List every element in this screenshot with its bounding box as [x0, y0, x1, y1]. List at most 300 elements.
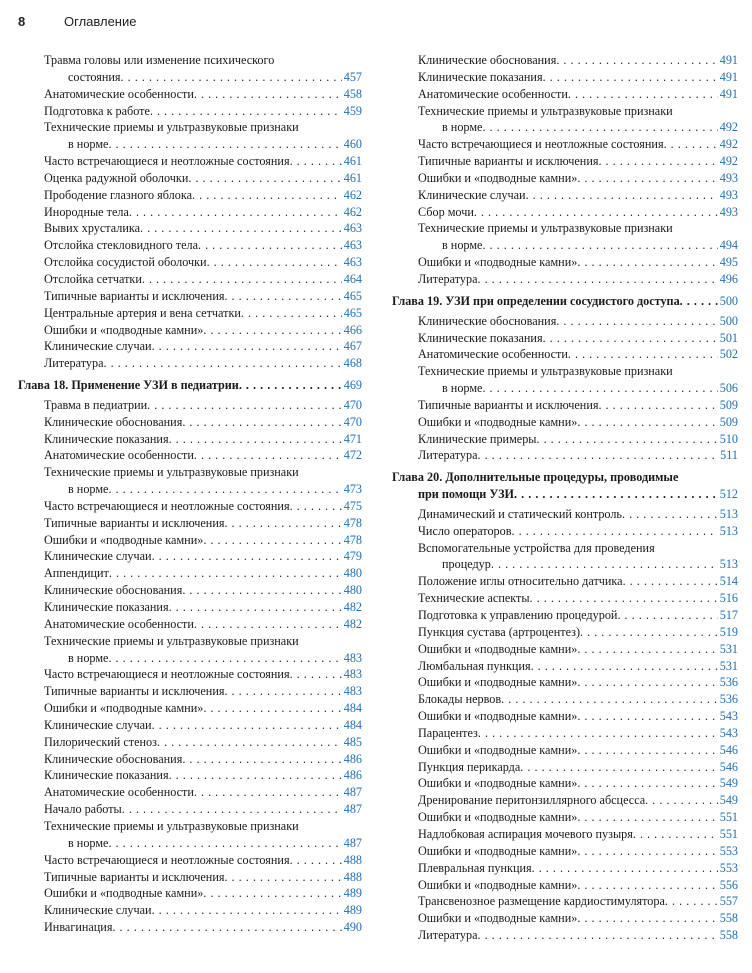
toc-entry[interactable] [18, 305, 362, 322]
toc-entry[interactable] [392, 397, 738, 414]
dot-leader [224, 515, 341, 532]
toc-page-link[interactable]: 501 [719, 330, 738, 345]
dot-leader [207, 254, 342, 271]
toc-entry-title-line: Вспомогательные устройства для проведения [418, 540, 655, 555]
toc-page-link[interactable]: 459 [343, 103, 362, 118]
toc-page-link[interactable]: 553 [719, 860, 738, 875]
toc-page-link[interactable]: 514 [719, 574, 738, 589]
toc-entry[interactable] [392, 691, 738, 708]
toc-entry[interactable] [18, 254, 362, 271]
toc-entry[interactable] [18, 717, 362, 734]
toc-page-link[interactable]: 479 [343, 549, 362, 564]
toc-page-link[interactable]: 502 [719, 347, 738, 362]
toc-entry[interactable] [18, 700, 362, 717]
toc-entry[interactable] [18, 565, 362, 582]
toc-page-link[interactable]: 491 [719, 69, 738, 84]
dot-leader [152, 717, 342, 734]
dot-leader [491, 556, 718, 573]
dot-leader [290, 666, 342, 683]
dot-leader [622, 506, 718, 523]
toc-entry[interactable] [18, 751, 362, 768]
toc-entry[interactable] [18, 355, 362, 372]
toc-page-link[interactable]: 483 [343, 667, 362, 682]
toc-entry[interactable] [392, 414, 738, 431]
toc-page-link[interactable]: 531 [719, 641, 738, 656]
toc-entry[interactable] [18, 119, 362, 153]
toc-page-link[interactable]: 465 [343, 305, 362, 320]
toc-page-link[interactable]: 462 [343, 204, 362, 219]
toc-page-link[interactable]: 546 [719, 759, 738, 774]
toc-entry[interactable] [18, 666, 362, 683]
toc-page-link[interactable]: 487 [343, 835, 362, 850]
toc-entry-title: в норме [442, 381, 483, 396]
toc-page-link[interactable]: 470 [343, 397, 362, 412]
toc-entry-title: в норме [68, 835, 109, 850]
toc-entry-title: Типичные варианты и исключения [418, 397, 599, 412]
toc-entry[interactable] [18, 885, 362, 902]
toc-entry-title: Часто встречающиеся и неотложные состояния [44, 154, 290, 169]
dot-leader [665, 893, 718, 910]
toc-entry-title: Отслойка сосудистой оболочки [44, 255, 207, 270]
toc-page-link[interactable]: 473 [343, 482, 362, 497]
toc-entry-title: в норме [68, 650, 109, 665]
toc-entry[interactable] [392, 792, 738, 809]
toc-entry[interactable] [392, 170, 738, 187]
toc-entry[interactable] [392, 313, 738, 330]
dot-leader [577, 170, 717, 187]
toc-entry[interactable] [392, 809, 738, 826]
toc-entry[interactable] [392, 708, 738, 725]
page-title: Оглавление [64, 13, 137, 29]
toc-entry-title: Ошибки и «подводные камни» [418, 414, 578, 429]
dot-leader [680, 293, 718, 310]
toc-page-link[interactable]: 511 [720, 448, 738, 463]
dot-leader [290, 498, 342, 515]
toc-entry[interactable] [18, 414, 362, 431]
toc-entry-title: Технические аспекты [418, 591, 530, 606]
toc-entry[interactable] [18, 784, 362, 801]
toc-entry-title: Число операторов [418, 523, 512, 538]
dot-leader [478, 725, 718, 742]
toc-entry-title: Надлобковая аспирация мочевого пузыря [418, 826, 633, 841]
toc-entry-title: Блокады нервов [418, 692, 502, 707]
toc-entry[interactable] [392, 187, 738, 204]
toc-entry[interactable] [18, 322, 362, 339]
dot-leader [290, 852, 342, 869]
toc-page-link[interactable]: 467 [343, 339, 362, 354]
toc-page-link[interactable]: 462 [343, 187, 362, 202]
toc-page-link[interactable]: 484 [343, 717, 362, 732]
toc-entry[interactable] [392, 431, 738, 448]
toc-page-link[interactable]: 490 [343, 920, 362, 935]
toc-entry[interactable] [392, 658, 738, 675]
toc-entry[interactable] [18, 498, 362, 515]
toc-page-link[interactable]: 491 [719, 86, 738, 101]
toc-entry-title-line: Технические приемы и ультразвуковые признаки [44, 465, 299, 480]
toc-page-link[interactable]: 463 [343, 221, 362, 236]
toc-entry-title: Прободение глазного яблока [44, 187, 193, 202]
toc-page-link[interactable]: 493 [719, 170, 738, 185]
dot-leader [633, 826, 718, 843]
toc-page-link[interactable]: 536 [719, 692, 738, 707]
toc-page-link[interactable]: 549 [719, 793, 738, 808]
toc-page-link[interactable]: 516 [719, 591, 738, 606]
toc-entry-title: Начало работы [44, 802, 122, 817]
dot-leader [556, 313, 717, 330]
dot-leader [543, 69, 718, 86]
toc-entry-title: в норме [442, 120, 483, 135]
toc-entry-title: Литература [418, 928, 478, 943]
dot-leader [108, 650, 341, 667]
toc-entry[interactable] [18, 187, 362, 204]
toc-page-link[interactable]: 487 [343, 802, 362, 817]
dot-leader [482, 119, 717, 136]
dot-leader [617, 607, 717, 624]
toc-entry[interactable] [18, 902, 362, 919]
toc-entry[interactable] [18, 548, 362, 565]
dot-leader [142, 271, 342, 288]
toc-page-link[interactable]: 475 [343, 498, 362, 513]
toc-page-link[interactable]: 551 [719, 810, 738, 825]
toc-page-link[interactable]: 519 [719, 624, 738, 639]
dot-leader [203, 885, 341, 902]
toc-entry[interactable] [18, 52, 362, 86]
dot-leader [108, 835, 341, 852]
toc-page-link[interactable]: 557 [719, 894, 738, 909]
toc-entry-title: Клинические показания [418, 330, 543, 345]
toc-page-link[interactable]: 487 [343, 785, 362, 800]
toc-page-link[interactable]: 461 [343, 154, 362, 169]
toc-page-link[interactable]: 517 [719, 608, 738, 622]
toc-entry[interactable] [392, 103, 738, 137]
dot-leader [169, 767, 342, 784]
toc-entry-title: Ошибки и «подводные камни» [418, 675, 578, 690]
dot-leader [182, 582, 341, 599]
toc-entry[interactable] [392, 759, 738, 776]
toc-page-link[interactable]: 483 [343, 684, 362, 699]
toc-page-link[interactable]: 496 [719, 271, 738, 286]
toc-entry-title-line: Технические приемы и ультразвуковые признаки [418, 364, 673, 379]
dot-leader [531, 658, 718, 675]
toc-entry[interactable] [18, 431, 362, 448]
toc-page-link[interactable]: 506 [719, 381, 738, 396]
toc-entry-title: в норме [68, 482, 109, 497]
toc-entry[interactable] [18, 447, 362, 464]
toc-page-link[interactable]: 509 [719, 397, 738, 412]
toc-entry-title: Типичные варианты и исключения [44, 869, 225, 884]
toc-entry[interactable] [18, 852, 362, 869]
dot-leader [577, 809, 717, 826]
dot-leader [182, 414, 341, 431]
dot-leader [152, 548, 342, 565]
toc-entry[interactable] [18, 599, 362, 616]
toc-page-link[interactable]: 513 [719, 523, 738, 538]
dot-leader [482, 237, 717, 254]
toc-entry[interactable] [18, 204, 362, 221]
dot-leader [482, 380, 717, 397]
toc-page-link[interactable]: 486 [343, 768, 362, 783]
toc-page-link[interactable]: 480 [343, 583, 362, 598]
toc-entry[interactable] [392, 52, 738, 69]
dot-leader [108, 136, 341, 153]
toc-page-link[interactable]: 469 [343, 378, 362, 393]
toc-entry[interactable] [18, 683, 362, 700]
toc-page-link[interactable]: 457 [343, 69, 362, 84]
dot-leader [556, 52, 717, 69]
toc-page-link[interactable]: 500 [719, 313, 738, 328]
toc-page-link[interactable]: 468 [343, 356, 362, 371]
toc-entry[interactable] [392, 220, 738, 254]
toc-entry-title: при помощи УЗИ [418, 487, 515, 502]
toc-entry[interactable] [392, 624, 738, 641]
toc-entry-title: Ошибки и «подводные камни» [44, 532, 204, 547]
toc-entry[interactable] [18, 153, 362, 170]
toc-page-link[interactable]: 478 [343, 515, 362, 530]
toc-page-link[interactable]: 491 [719, 53, 738, 67]
toc-page-link[interactable]: 543 [719, 709, 738, 724]
toc-page-link[interactable]: 482 [343, 616, 362, 631]
toc-entry-title: Ошибки и «подводные камни» [44, 701, 204, 716]
toc-entry-title: Подготовка к управлению процедурой [418, 608, 618, 622]
toc-entry[interactable] [392, 775, 738, 792]
toc-entry[interactable] [18, 515, 362, 532]
toc-entry[interactable] [392, 540, 738, 574]
toc-page-link[interactable]: 482 [343, 600, 362, 614]
toc-entry-title: процедур [442, 557, 491, 572]
toc-page-link[interactable]: 536 [719, 675, 738, 690]
toc-page-link[interactable]: 558 [719, 911, 738, 926]
toc-entry-title: Аппендицит [44, 566, 109, 581]
toc-page-link[interactable]: 493 [719, 187, 738, 202]
toc-page-link[interactable]: 470 [343, 414, 362, 429]
toc-entry[interactable] [392, 927, 738, 944]
toc-page-link[interactable]: 471 [343, 431, 362, 446]
toc-entry[interactable] [392, 330, 738, 347]
toc-entry[interactable] [392, 254, 738, 271]
toc-entry-title: Типичные варианты и исключения [418, 154, 599, 169]
toc-page-link[interactable]: 492 [719, 154, 738, 169]
dot-leader [157, 734, 342, 751]
toc-entry[interactable] [18, 103, 362, 120]
toc-page-link[interactable]: 543 [719, 725, 738, 740]
toc-entry[interactable] [392, 826, 738, 843]
toc-entry[interactable] [392, 136, 738, 153]
toc-entry-title: Типичные варианты и исключения [44, 288, 225, 303]
toc-entry-title: Парацентез [418, 725, 478, 740]
toc-entry-title: в норме [442, 238, 483, 253]
toc-entry-title: Пункция сустава (артроцентез) [418, 624, 580, 639]
toc-entry[interactable] [392, 447, 738, 464]
toc-entry-title: Вывих хрусталика [44, 221, 141, 236]
toc-entry[interactable] [392, 204, 738, 221]
toc-entry[interactable] [392, 742, 738, 759]
toc-page-link[interactable]: 495 [719, 255, 738, 270]
toc-entry[interactable] [392, 69, 738, 86]
toc-entry[interactable] [392, 506, 738, 523]
toc-page-link[interactable]: 500 [719, 293, 738, 308]
toc-entry[interactable] [18, 734, 362, 751]
toc-page-link[interactable]: 493 [719, 204, 738, 219]
dot-leader [577, 877, 717, 894]
toc-entry[interactable] [392, 893, 738, 910]
toc-entry[interactable] [18, 582, 362, 599]
toc-entry[interactable] [18, 237, 362, 254]
toc-entry[interactable] [18, 818, 362, 852]
toc-entry[interactable] [18, 170, 362, 187]
toc-page-link[interactable]: 549 [719, 776, 738, 791]
toc-entry[interactable] [18, 869, 362, 886]
dot-leader [577, 674, 717, 691]
toc-page-link[interactable]: 553 [719, 843, 738, 858]
toc-entry[interactable] [18, 220, 362, 237]
toc-entry[interactable] [18, 338, 362, 355]
dot-leader [169, 599, 342, 616]
toc-page-link[interactable]: 458 [343, 86, 362, 101]
toc-entry[interactable] [392, 590, 738, 607]
toc-page-link[interactable]: 558 [719, 928, 738, 943]
toc-entry-title: Ошибки и «подводные камни» [44, 886, 204, 901]
toc-entry[interactable] [392, 910, 738, 927]
dot-leader [514, 486, 718, 503]
toc-entry-title-line: Технические приемы и ультразвуковые признаки [418, 221, 673, 236]
toc-page-link[interactable]: 463 [343, 238, 362, 253]
toc-page-link[interactable]: 461 [343, 170, 362, 185]
toc-page-link[interactable]: 494 [719, 238, 738, 253]
dot-leader [224, 869, 341, 886]
toc-page-link[interactable]: 551 [719, 826, 738, 841]
toc-entry-title: Типичные варианты и исключения [44, 684, 225, 699]
toc-entry-title: Анатомические особенности [44, 86, 194, 101]
toc-column-right [392, 52, 738, 944]
toc-entry-title: Ошибки и «подводные камни» [418, 709, 578, 724]
toc-entry[interactable] [18, 919, 362, 936]
dot-leader [532, 860, 718, 877]
toc-page-link[interactable]: 480 [343, 566, 362, 581]
toc-page-link[interactable]: 463 [343, 255, 362, 270]
toc-entry[interactable] [392, 641, 738, 658]
toc-entry[interactable] [392, 843, 738, 860]
dot-leader [169, 431, 342, 448]
toc-page-link[interactable]: 486 [343, 751, 362, 766]
toc-entry-title: Клинические случаи [44, 549, 152, 564]
toc-entry[interactable] [18, 767, 362, 784]
toc-page-link[interactable]: 509 [719, 414, 738, 429]
toc-entry[interactable] [18, 397, 362, 414]
dot-leader [526, 187, 718, 204]
toc-page-link[interactable]: 489 [343, 886, 362, 901]
toc-page-link[interactable]: 485 [343, 734, 362, 749]
dot-leader [580, 624, 718, 641]
toc-entry[interactable] [18, 801, 362, 818]
toc-entry[interactable] [392, 573, 738, 590]
toc-entry-title: Отслойка сетчатки [44, 271, 142, 286]
toc-entry[interactable] [392, 153, 738, 170]
toc-page-link[interactable]: 483 [343, 650, 362, 665]
toc-page-link[interactable]: 531 [719, 658, 738, 673]
page-number: 8 [18, 13, 26, 29]
toc-entry-title: Ошибки и «подводные камни» [418, 641, 578, 656]
toc-entry-title: состояния [68, 69, 121, 84]
toc-page-link[interactable]: 472 [343, 448, 362, 463]
toc-entry-title: Клинические обоснования [44, 751, 183, 766]
toc-entry-title-line: Глава 20. Дополнительные процедуры, проводимые [392, 470, 679, 485]
toc-entry[interactable] [392, 674, 738, 691]
dot-leader [194, 784, 342, 801]
toc-entry-title: Ошибки и «подводные камни» [418, 911, 578, 926]
toc-page-link[interactable]: 513 [719, 557, 738, 572]
toc-chapter-entry[interactable] [18, 377, 362, 394]
toc-page-link[interactable]: 556 [719, 877, 738, 892]
toc-entry[interactable] [392, 523, 738, 540]
toc-page-link[interactable]: 460 [343, 137, 362, 152]
toc-entry[interactable] [18, 86, 362, 103]
toc-page-link[interactable]: 512 [719, 487, 738, 502]
toc-entry[interactable] [18, 288, 362, 305]
toc-page-link[interactable]: 484 [343, 701, 362, 716]
toc-page-link[interactable]: 488 [343, 852, 362, 867]
toc-entry-title: Динамический и статический контроль [418, 506, 622, 521]
toc-entry[interactable] [392, 346, 738, 363]
toc-page-link[interactable]: 488 [343, 869, 362, 884]
toc-entry[interactable] [18, 532, 362, 549]
toc-page-link[interactable]: 546 [719, 742, 738, 757]
dot-leader [224, 288, 341, 305]
toc-entry-title: Травма в педиатрии [44, 397, 148, 412]
toc-entry[interactable] [392, 607, 738, 624]
toc-entry-title: Клинические показания [44, 768, 169, 783]
toc-entry-title: Клинические обоснования [44, 414, 183, 429]
dot-leader [568, 86, 718, 103]
dot-leader [577, 775, 717, 792]
toc-entry-title: Ошибки и «подводные камни» [418, 843, 578, 858]
toc-page-link[interactable]: 510 [719, 431, 738, 446]
toc-page-link[interactable]: 492 [719, 120, 738, 135]
toc-page-link[interactable]: 513 [719, 506, 738, 521]
toc-entry[interactable] [18, 633, 362, 667]
toc-entry[interactable] [392, 877, 738, 894]
toc-entry-title: Часто встречающиеся и неотложные состояния [418, 137, 664, 152]
dot-leader [103, 355, 341, 372]
toc-entry-title: Клинические показания [418, 69, 543, 84]
toc-chapter-entry[interactable] [392, 293, 738, 310]
toc-entry-title: Анатомические особенности [418, 347, 568, 362]
toc-entry[interactable] [392, 86, 738, 103]
dot-leader [147, 397, 342, 414]
toc-page-link[interactable]: 492 [719, 137, 738, 152]
dot-leader [203, 532, 341, 549]
toc-entry[interactable] [392, 860, 738, 877]
toc-entry[interactable] [18, 464, 362, 498]
toc-entry[interactable] [392, 363, 738, 397]
toc-entry[interactable] [18, 616, 362, 633]
toc-entry-title-line: Технические приемы и ультразвуковые признаки [418, 103, 673, 118]
toc-entry-title: Центральные артерия и вена сетчатки [44, 305, 241, 320]
toc-page-link[interactable]: 478 [343, 532, 362, 547]
toc-page-link[interactable]: 464 [343, 271, 362, 286]
toc-page-link[interactable]: 465 [343, 288, 362, 303]
toc-page-link[interactable]: 489 [343, 903, 362, 918]
toc-entry-title: Клинические показания [44, 431, 169, 446]
toc-entry[interactable] [392, 725, 738, 742]
toc-page-link[interactable]: 466 [343, 322, 362, 337]
toc-entry[interactable] [18, 271, 362, 288]
toc-chapter-entry[interactable] [392, 469, 738, 503]
toc-entry-title-line: Технические приемы и ультразвуковые признаки [44, 818, 299, 833]
toc-entry[interactable] [392, 271, 738, 288]
toc-entry-title: Клинические показания [44, 600, 169, 614]
toc-entry-title: Ошибки и «подводные камни» [44, 322, 204, 337]
toc-entry-title: Клинические случаи [44, 903, 152, 918]
